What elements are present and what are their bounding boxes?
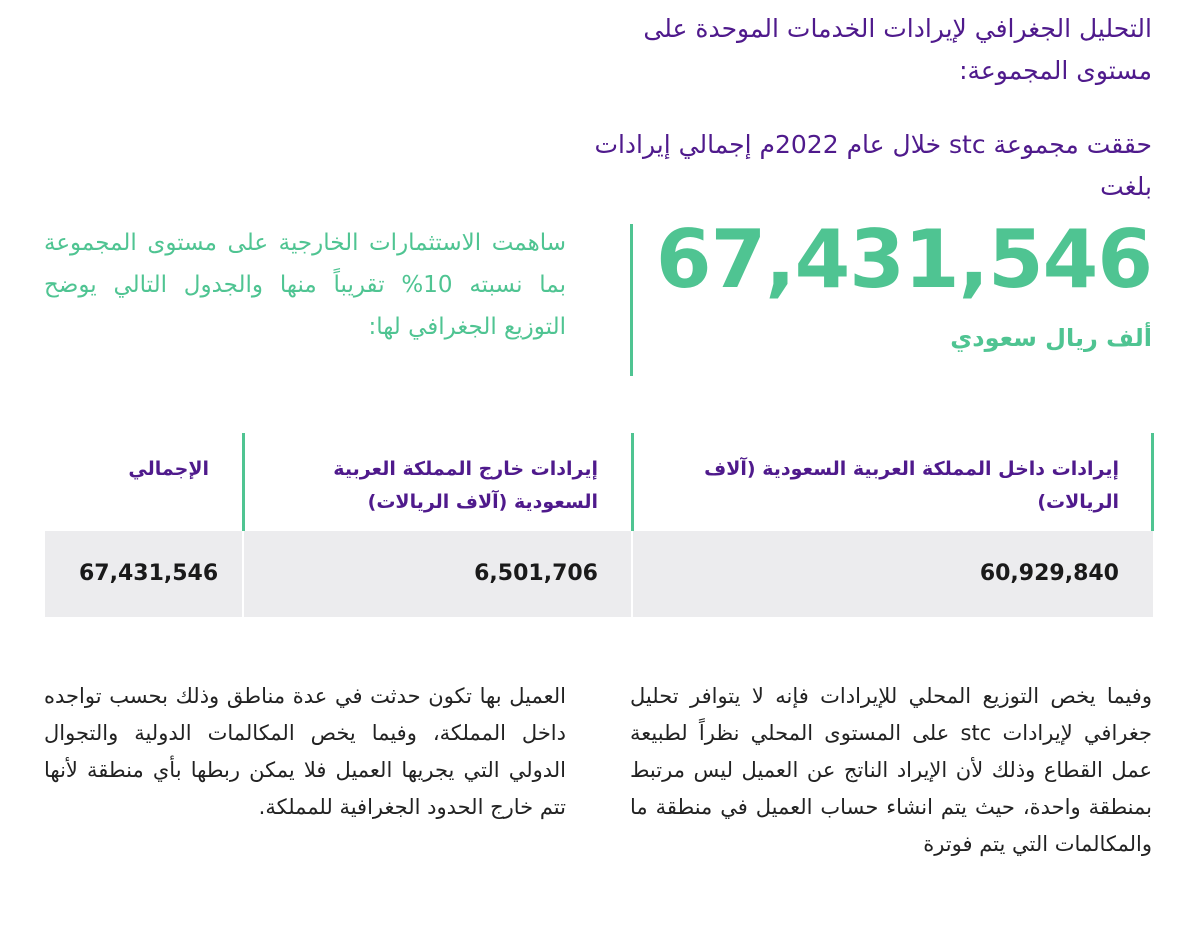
table-header-outside-ksa: إيرادات خارج المملكة العربية السعودية (آلاف الريالات) (333, 458, 598, 513)
table-cell-total: 67,431,546 (45, 531, 243, 617)
foreign-investment-note: ساهمت الاستثمارات الخارجية على مستوى المجموعة بما نسبته 10% تقريباً منها والجدول التالي يوضح التوزيع الجغرافي لها: (44, 230, 566, 340)
table-divider (631, 433, 634, 531)
table-divider (242, 433, 245, 531)
table-cell-outside-ksa: 6,501,706 (243, 531, 632, 617)
total-revenue-figure: 67,431,546 (655, 213, 1152, 306)
table-header-inside-ksa: إيرادات داخل المملكة العربية السعودية (آلاف الريالات) (704, 458, 1119, 513)
vertical-divider (630, 224, 633, 376)
table-column-inside-ksa (632, 433, 1153, 617)
table-column-outside-ksa (243, 433, 632, 617)
table-cell-divider (242, 531, 244, 617)
table-column-total (45, 433, 243, 617)
table-cell-divider (631, 531, 633, 617)
paragraph-right: وفيما يخص التوزيع المحلي للإيرادات فإنه لا يتوافر تحليل جغرافي لإيرادات stc على المستوى المحلي نظراً لطبيعة عمل القطاع وذلك لأن الإيراد الناتج عن العميل ليس مرتبط بمنطقة واحدة، حيث يتم انشاء حساب العميل في منطقة ما والمكالمات التي يتم فوترة (630, 684, 1152, 856)
section-title: التحليل الجغرافي لإيرادات الخدمات الموحدة على مستوى المجموعة: (643, 14, 1152, 85)
total-revenue-unit: ألف ريال سعودي (950, 324, 1152, 352)
intro-text: حققت مجموعة stc خلال عام 2022م إجمالي إيرادات بلغت (594, 130, 1152, 201)
table-header-total: الإجمالي (128, 458, 209, 480)
geographic-revenue-table (45, 433, 1153, 617)
table-divider (1151, 433, 1154, 531)
paragraph-left: العميل بها تكون حدثت في عدة مناطق وذلك بحسب تواجده داخل المملكة، وفيما يخص المكالمات الدولية والتجوال الدولي التي يجريها العميل فلا يمكن ربطها بأي منطقة لأنها تتم خارج الحدود الجغرافية للمملكة. (44, 684, 566, 819)
table-cell-inside-ksa: 60,929,840 (632, 531, 1153, 617)
